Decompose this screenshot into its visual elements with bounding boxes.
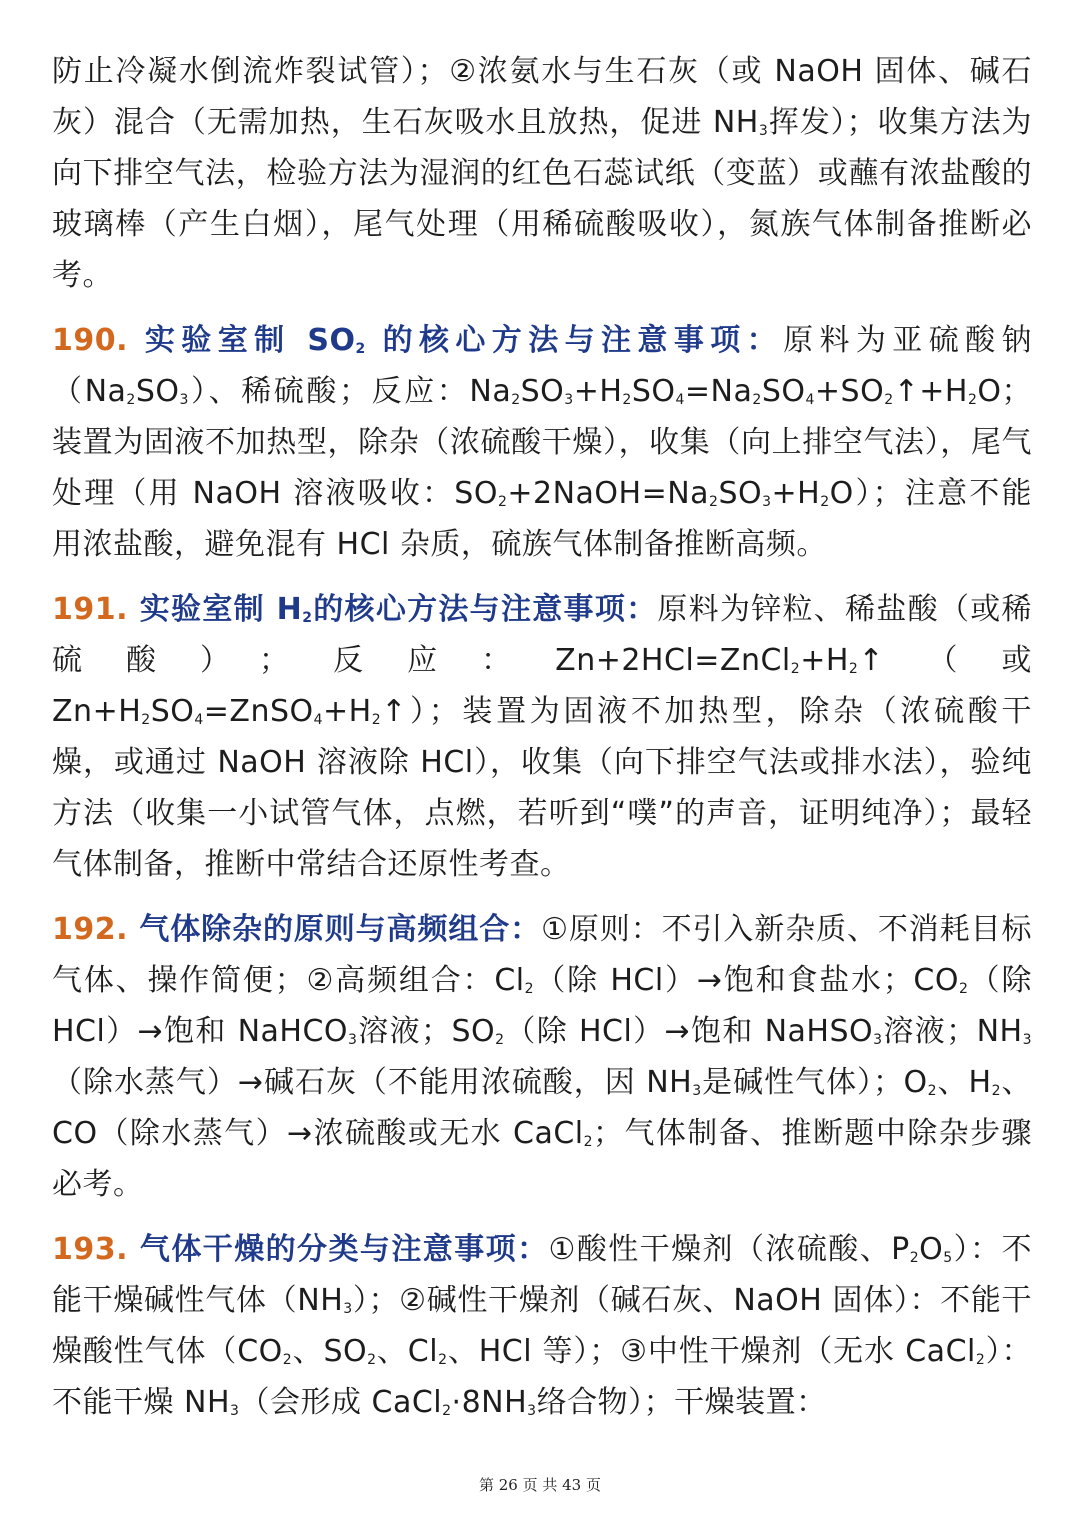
item-heading: 实验室制 $SO_2$ 的核心方法与注意事项： — [128, 323, 784, 358]
item-heading: 气体除杂的原则与高频组合： — [128, 912, 542, 947]
item-heading: 实验室制 $H_2$的核心方法与注意事项： — [128, 592, 658, 627]
paragraph-191: 191. 实验室制 $H_2$的核心方法与注意事项：原料为锌粒、稀盐酸（或稀硫酸）；反应：$Zn+2HCl=ZnCl_2+H_2↑$（或 $Zn+H_2SO_4=ZnSO_4+H_2↑$）；装置为固液不加热型，除杂（浓硫酸干燥，或通过 NaOH 溶液除 HCl），收集（向下排空气法或排水法），验纯方法（收集一小试管气体，点燃，若听到“噗”的声音，证明纯净）；最轻气体制备，推断中常结合还原性考查。 — [52, 592, 1033, 882]
paragraph-189-continued: 防止冷凝水倒流炸裂试管）；②浓氨水与生石灰（或 NaOH 固体、碱石灰）混合（无需加热，生石灰吸水且放热，促进 $NH_3$挥发）；收集方法为向下排空气法，检验方法为湿润的红色石蕊试纸（变蓝）或蘸有浓盐酸的玻璃棒（产生白烟），尾气处理（用稀硫酸吸收），氮族气体制备推断必考。 — [52, 54, 1032, 293]
item-heading: 气体干燥的分类与注意事项： — [128, 1232, 549, 1267]
item-number: 191. — [52, 592, 129, 627]
page-footer: 第 26 页 共 43 页 — [478, 1476, 601, 1494]
document-page — [52, 46, 1032, 1442]
paragraph-190: 190. 实验室制 $SO_2$ 的核心方法与注意事项：原料为亚硫酸钠$(Na_2SO_3)$、稀硫酸；反应：$Na_2SO_3+H_2SO_4=Na_2SO_4+SO_2↑+H_2O$；装置为固液不加热型，除杂（浓硫酸干燥），收集（向上排空气法），尾气处理（用 NaOH 溶液吸收：$SO_2+2NaOH=Na_2SO_3+H_2O$）；注意不能用浓盐酸，避免混有 HCl 杂质，硫族气体制备推断高频。 — [52, 323, 1033, 562]
item-number: 190. — [52, 323, 129, 358]
paragraph-193: 193. 气体干燥的分类与注意事项：①酸性干燥剂（浓硫酸、$P_2O_5$）：不能干燥碱性气体$(NH_3)$；②碱性干燥剂（碱石灰、NaOH 固体）：不能干燥酸性气体（$CO_2$、$SO_2$、$Cl_2$、HCl 等）；③中性干燥剂（无水 CaCl$_2$）：不能干燥 $NH_3$（会形成 $CaCl_2\cdot 8NH_3$络合物）；干燥装置： — [52, 1232, 1033, 1420]
paragraph-192: 192. 气体除杂的原则与高频组合：①原则：不引入新杂质、不消耗目标气体、操作简便；②高频组合：$Cl_2$（除 HCl）→饱和食盐水；$CO_2$（除 HCl）→饱和 NaHCO$_3$溶液；$SO_2$（除 HCl）→饱和 NaHSO$_3$溶液；$NH_3$（除水蒸气）→碱石灰（不能用浓硫酸，因 $NH_3$是碱性气体）；$O_2$、$H_2$、CO（除水蒸气）→浓硫酸或无水 CaCl$_2$；气体制备、推断题中除杂步骤必考。 — [52, 912, 1033, 1202]
item-number: 193. — [52, 1232, 129, 1267]
item-number: 192. — [52, 912, 129, 947]
